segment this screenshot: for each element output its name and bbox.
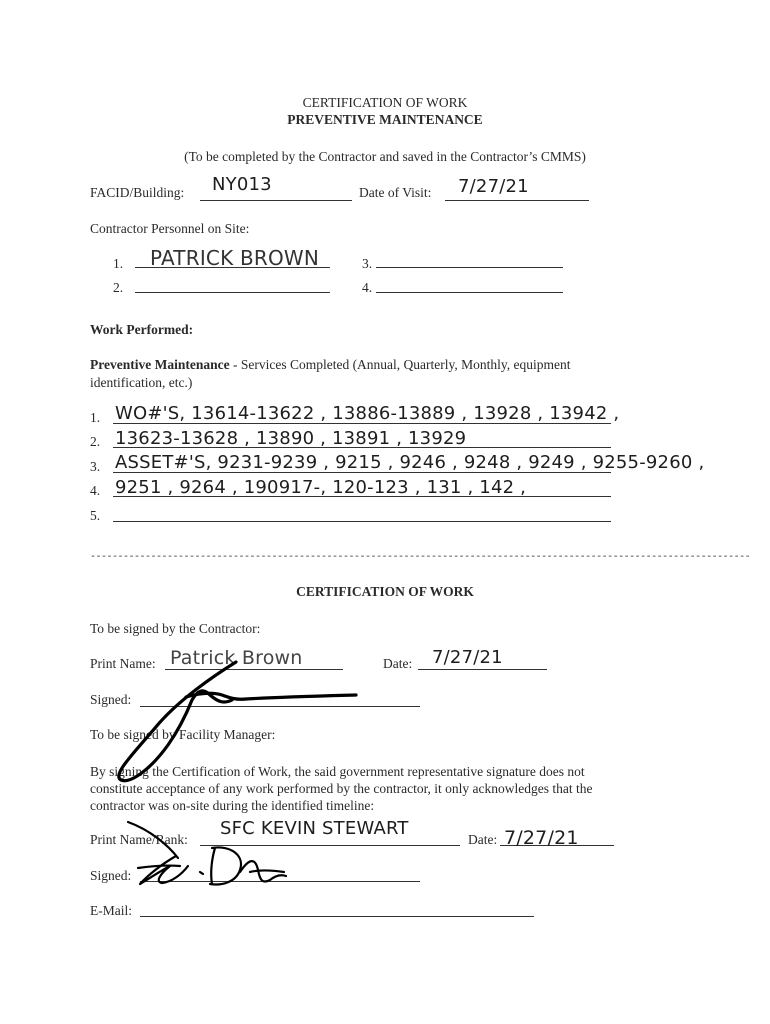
print-rank-label: Print Name/Rank:	[90, 832, 188, 847]
print-name-value[interactable]: Patrick Brown	[170, 647, 303, 669]
visit-date-label: Date of Visit:	[359, 185, 432, 200]
work-value-3[interactable]: ASSET#'S, 9231-9239 , 9215 , 9246 , 9248 , 9249 , 9255-9260 ,	[115, 452, 705, 473]
section-separator: ------------------------------------------------------------------------------------------------------------------------	[90, 552, 751, 563]
personnel-value-1[interactable]: PATRICK BROWN	[150, 246, 320, 270]
instruction-text: (To be completed by the Contractor and saved in the Contractor’s CMMS)	[184, 149, 586, 164]
disclaimer-line-1: By signing the Certification of Work, the said government representative signature does not	[90, 764, 585, 779]
work-num-4: 4.	[90, 483, 101, 498]
personnel-num-4: 4.	[362, 280, 373, 295]
pm-bold-label: Preventive Maintenance	[90, 357, 230, 372]
disclaimer-line-3: contractor was on-site during the identified timeline:	[90, 798, 375, 813]
work-value-2[interactable]: 13623-13628 , 13890 , 13891 , 13929	[115, 428, 467, 449]
pm-description-rest: - Services Completed (Annual, Quarterly, Monthly, equipment	[229, 357, 571, 372]
contractor-signed-label: Signed:	[90, 692, 132, 707]
fm-date-value[interactable]: 7/27/21	[504, 827, 579, 849]
work-num-1: 1.	[90, 410, 101, 425]
pm-description-line2: identification, etc.)	[90, 375, 193, 390]
certification-heading: CERTIFICATION OF WORK	[296, 584, 474, 599]
personnel-num-1: 1.	[113, 256, 124, 271]
work-value-4[interactable]: 9251 , 9264 , 190917-, 120-123 , 131 , 142 ,	[115, 477, 527, 498]
work-performed-heading: Work Performed:	[90, 322, 194, 337]
work-num-2: 2.	[90, 434, 101, 449]
document-title: CERTIFICATION OF WORK	[302, 95, 468, 110]
work-num-5: 5.	[90, 508, 101, 523]
work-value-1[interactable]: WO#'S, 13614-13622 , 13886-13889 , 13928 , 13942 ,	[115, 403, 620, 424]
work-num-3: 3.	[90, 459, 101, 474]
contractor-date-value[interactable]: 7/27/21	[432, 647, 503, 668]
email-label: E-Mail:	[90, 903, 132, 918]
fm-signed-label: Signed:	[90, 868, 132, 883]
personnel-label: Contractor Personnel on Site:	[90, 221, 250, 236]
fm-intro: To be signed by Facility Manager:	[90, 727, 276, 742]
visit-date-value[interactable]: 7/27/21	[458, 176, 529, 197]
contractor-date-label: Date:	[383, 656, 413, 671]
personnel-num-3: 3.	[362, 256, 373, 271]
facid-value[interactable]: NY013	[212, 174, 272, 195]
contractor-intro: To be signed by the Contractor:	[90, 621, 261, 636]
facid-label: FACID/Building:	[90, 185, 185, 200]
print-rank-value[interactable]: SFC KEVIN STEWART	[220, 818, 409, 839]
print-name-label: Print Name:	[90, 656, 156, 671]
disclaimer-line-2: constitute acceptance of any work performed by the contractor, it only acknowledges that the	[90, 781, 593, 796]
personnel-num-2: 2.	[113, 280, 124, 295]
fm-date-label: Date:	[468, 832, 498, 847]
document-subtitle: PREVENTIVE MAINTENANCE	[287, 112, 483, 127]
